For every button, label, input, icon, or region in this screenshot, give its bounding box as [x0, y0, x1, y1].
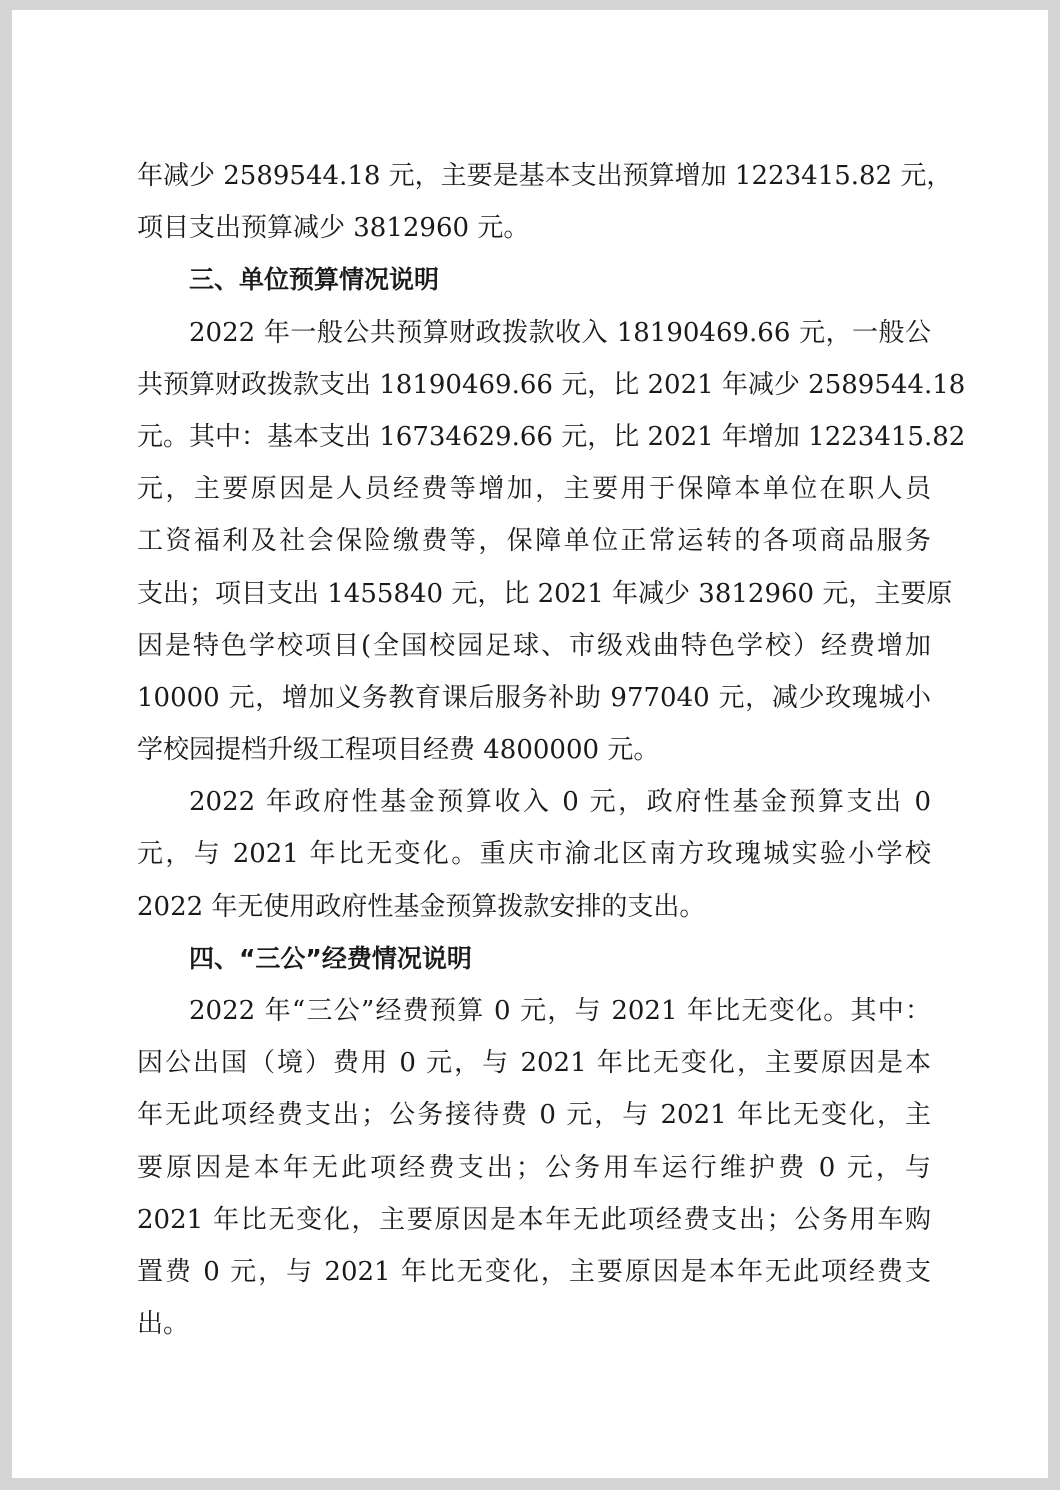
document-body: [137, 150, 966, 1350]
text-line: 年减少 2589544.18 元，主要是基本支出预算增加 1223415.82 元，: [137, 161, 953, 191]
text-line: 支出；项目支出 1455840 元，比 2021 年减少 3812960 元，主要原: [137, 578, 953, 609]
text-line: 共预算财政拨款支出 18190469.66 元，比 2021 年减少 2589544.18: [137, 369, 966, 400]
text-line: 2022 年一般公共预算财政拨款收入 18190469.66 元，一般公: [189, 317, 931, 348]
text-line: 因公出国（境）费用 0 元，与 2021 年比无变化，主要原因是本: [137, 1048, 931, 1079]
paragraph-budget-change: [137, 150, 953, 254]
text-line: 2022 年无使用政府性基金预算拨款安排的支出。: [137, 891, 706, 922]
text-line: 2022 年“三公”经费预算 0 元，与 2021 年比无变化。其中：: [189, 996, 931, 1026]
text-line: 工资福利及社会保险缴费等，保障单位正常运转的各项商品服务: [137, 526, 931, 557]
paragraph-three-public-expenses: [137, 985, 931, 1350]
text-line: 2021 年比无变化，主要原因是本年无此项经费支出；公务用车购: [137, 1204, 931, 1235]
text-line: 元。其中：基本支出 16734629.66 元，比 2021 年增加 1223415.82: [137, 421, 966, 452]
text-line: 出。: [137, 1309, 190, 1340]
text-line: 2022 年政府性基金预算收入 0 元，政府性基金预算支出 0: [189, 787, 931, 818]
text-line: 10000 元，增加义务教育课后服务补助 977040 元，减少玫瑰城小: [137, 682, 931, 713]
paragraph-fund-budget: [137, 776, 931, 933]
text-line: 学校园提档升级工程项目经费 4800000 元。: [137, 735, 660, 766]
text-line: 项目支出预算减少 3812960 元。: [137, 213, 530, 244]
paragraph-general-budget: [137, 307, 966, 777]
section-heading-3: 三、单位预算情况说明: [189, 265, 440, 295]
text-line: 置费 0 元，与 2021 年比无变化，主要原因是本年无此项经费支: [137, 1256, 931, 1287]
text-line: 元，与 2021 年比无变化。重庆市渝北区南方玫瑰城实验小学校: [137, 839, 931, 870]
text-line: 年无此项经费支出；公务接待费 0 元，与 2021 年比无变化，主: [137, 1100, 931, 1131]
text-line: 元，主要原因是人员经费等增加，主要用于保障本单位在职人员: [137, 474, 931, 505]
section-heading-4: 四、“三公”经费情况说明: [189, 943, 472, 973]
text-line: 要原因是本年无此项经费支出；公务用车运行维护费 0 元，与: [137, 1152, 931, 1183]
document-page: [12, 10, 1048, 1478]
text-line: 因是特色学校项目(全国校园足球、市级戏曲特色学校）经费增加: [137, 630, 931, 661]
